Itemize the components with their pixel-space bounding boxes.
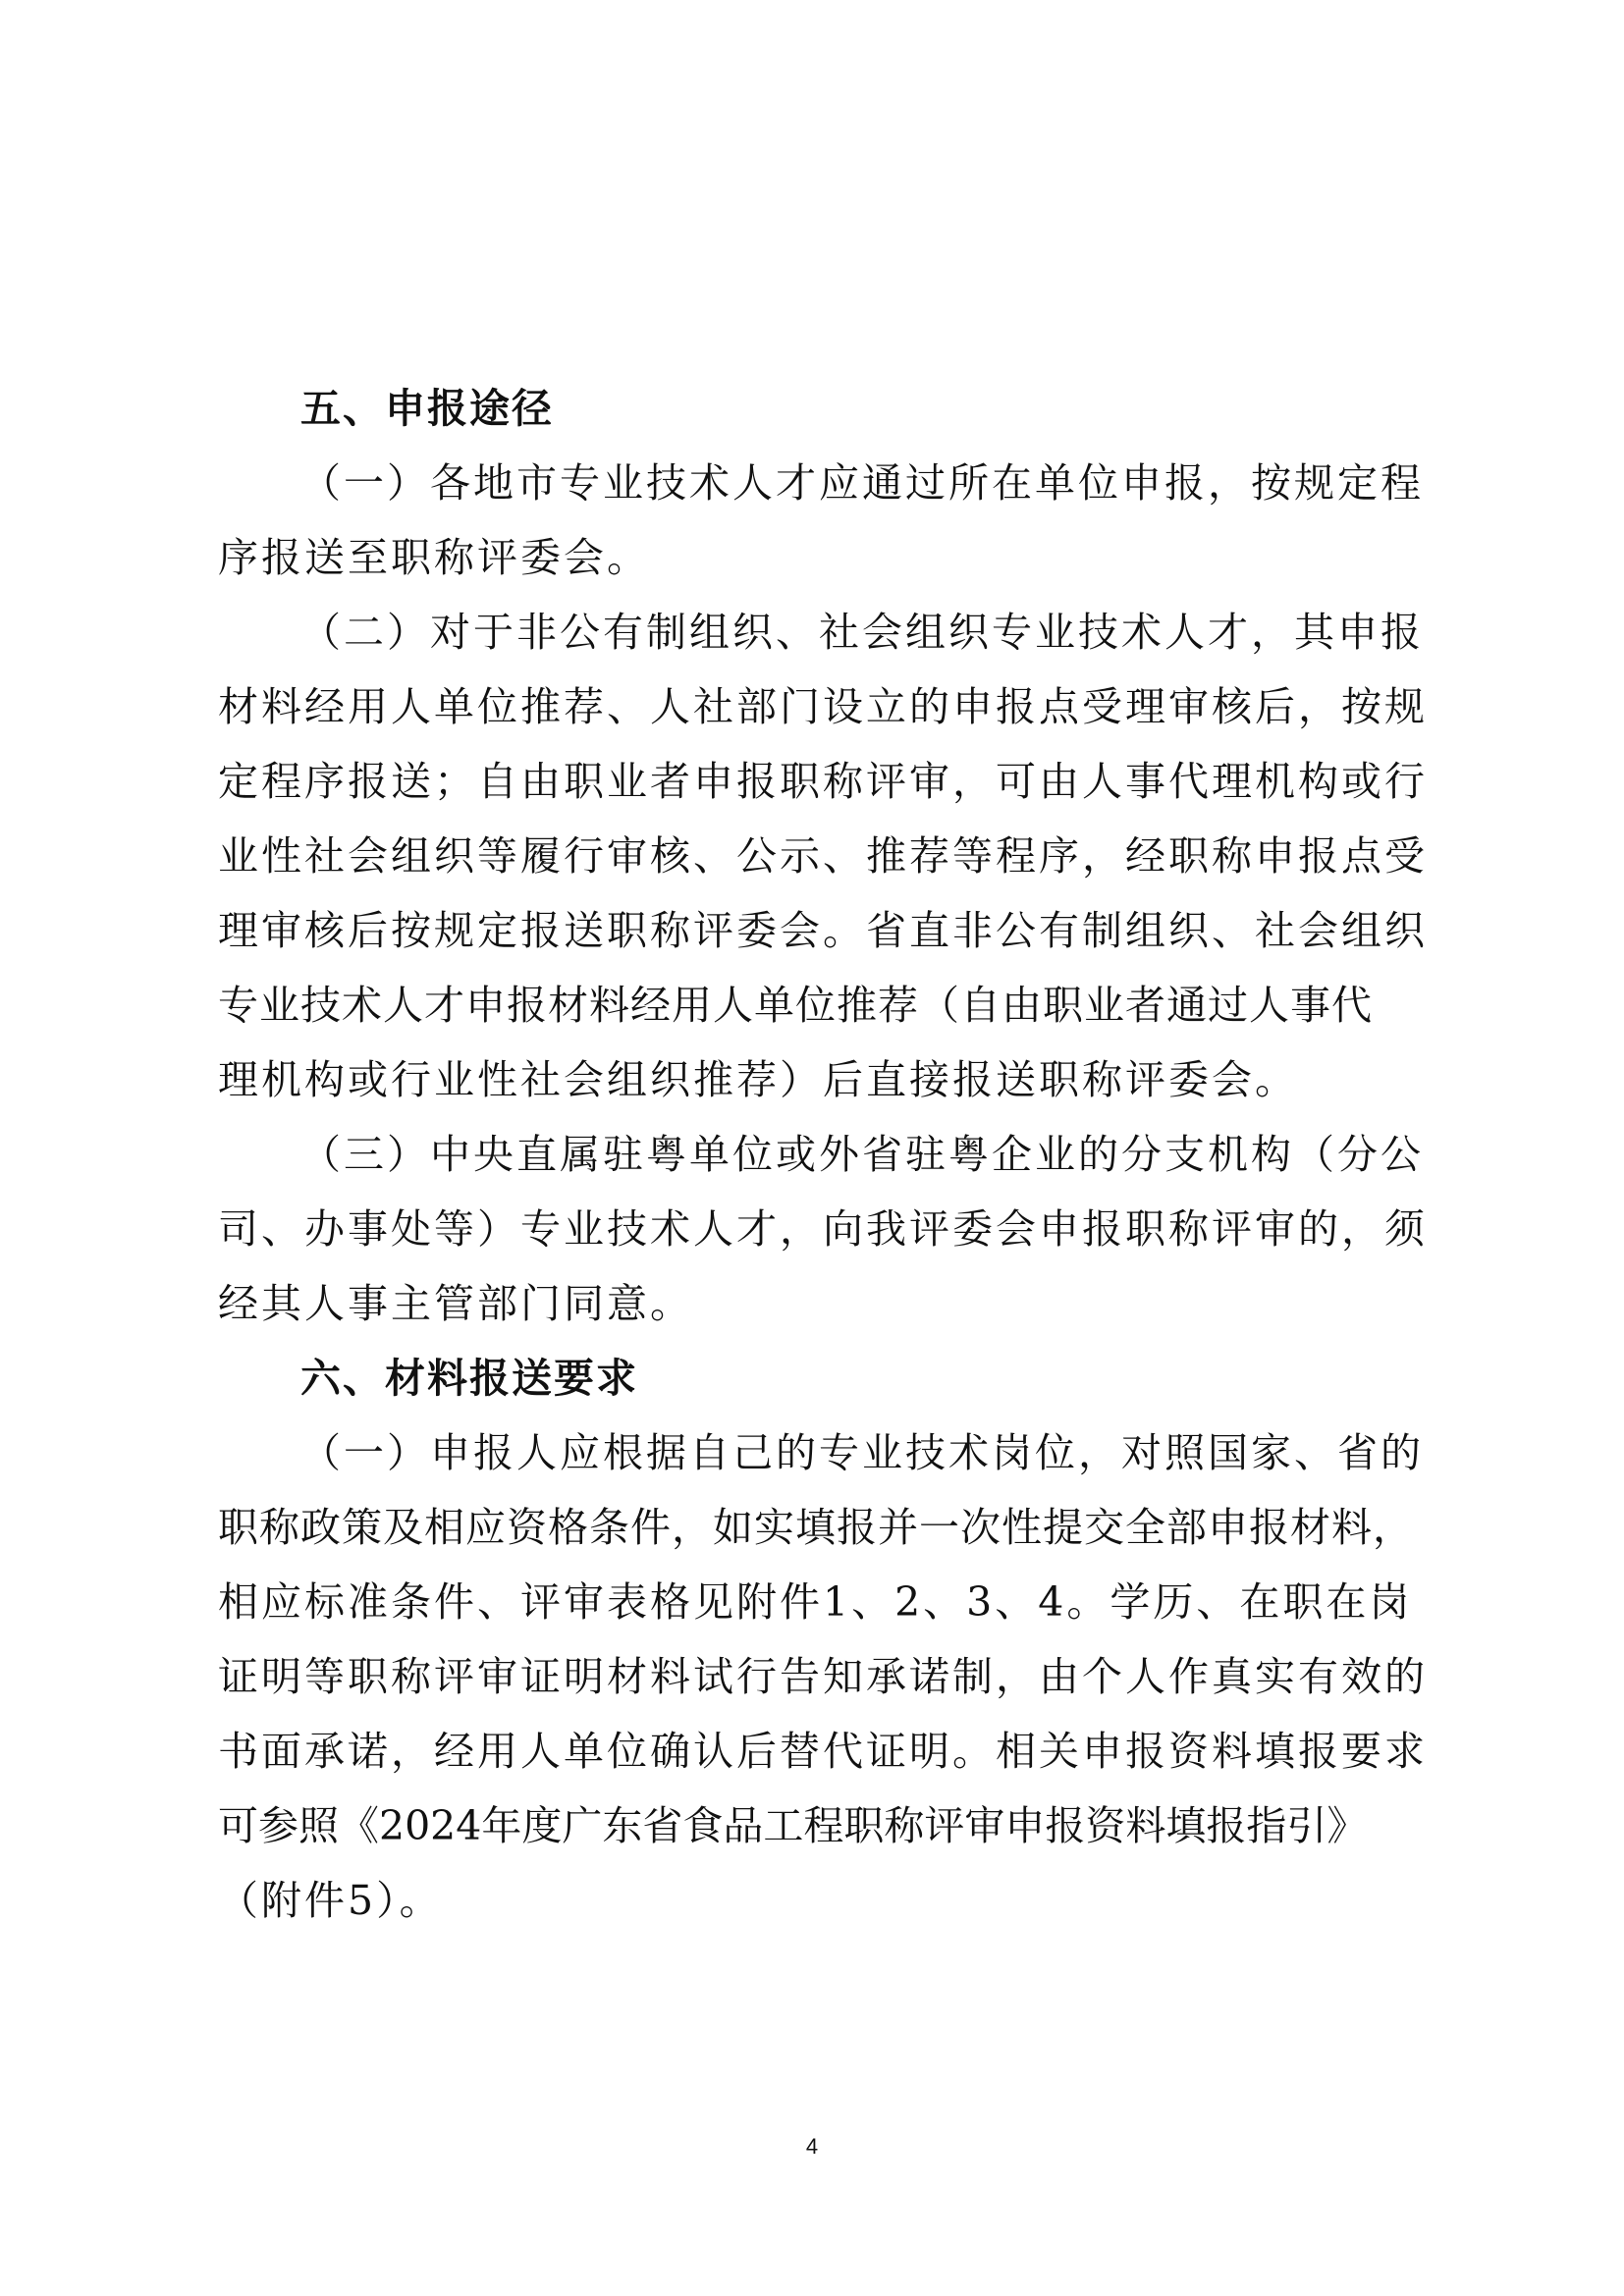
- paragraph-materials-1: [218, 1415, 1435, 1938]
- text-line: 可参照《2024年度广东省食品工程职称评审申报资料填报指引》: [218, 1802, 1368, 1849]
- text-line: （附件5）。: [218, 1877, 443, 1924]
- text-line: 序报送至职称评委会。: [218, 534, 650, 581]
- text-line: 书面承诺，经用人单位确认后替代证明。相关申报资料填报要求: [218, 1728, 1428, 1775]
- text-line: （二）对于非公有制组织、社会组织专业技术人才，其申报: [300, 609, 1424, 656]
- text-line: 材料经用人单位推荐、人社部门设立的申报点受理审核后，按规: [218, 683, 1428, 730]
- page-number: 4: [805, 2134, 819, 2159]
- paragraph-channel-3: [218, 1117, 1435, 1341]
- text-line: （一）各地市专业技术人才应通过所在单位申报，按规定程: [300, 459, 1424, 507]
- section-heading-material-requirements: 六、材料报送要求: [300, 1355, 638, 1402]
- text-line: 定程序报送；自由职业者申报职称评审，可由人事代理机构或行: [218, 758, 1428, 805]
- text-line: 业性社会组织等履行审核、公示、推荐等程序，经职称申报点受: [218, 832, 1428, 880]
- text-line: 职称政策及相应资格条件，如实填报并一次性提交全部申报材料，: [218, 1504, 1414, 1551]
- text-line: 司、办事处等）专业技术人才，向我评委会申报职称评审的，须: [218, 1205, 1428, 1253]
- document-body: [218, 371, 1435, 1938]
- paragraph-channel-1: [218, 446, 1435, 595]
- text-line: 证明等职称评审证明材料试行告知承诺制，由个人作真实有效的: [218, 1653, 1428, 1700]
- text-line: （一）申报人应根据自己的专业技术岗位，对照国家、省的: [300, 1429, 1424, 1476]
- paragraph-channel-2: [218, 595, 1435, 1117]
- text-line: （三）中央直属驻粤单位或外省驻粤企业的分支机构（分公: [300, 1131, 1424, 1178]
- section-heading-application-channels: 五、申报途径: [300, 385, 554, 432]
- text-line: 理审核后按规定报送职称评委会。省直非公有制组织、社会组织: [218, 907, 1428, 954]
- text-line: 理机构或行业性社会组织推荐）后直接报送职称评委会。: [218, 1056, 1298, 1103]
- text-line: 相应标准条件、评审表格见附件1、2、3、4。学历、在职在岗: [218, 1578, 1413, 1626]
- text-line: 经其人事主管部门同意。: [218, 1280, 693, 1327]
- text-line: 专业技术人才申报材料经用人单位推荐（自由职业者通过人事代: [218, 982, 1373, 1029]
